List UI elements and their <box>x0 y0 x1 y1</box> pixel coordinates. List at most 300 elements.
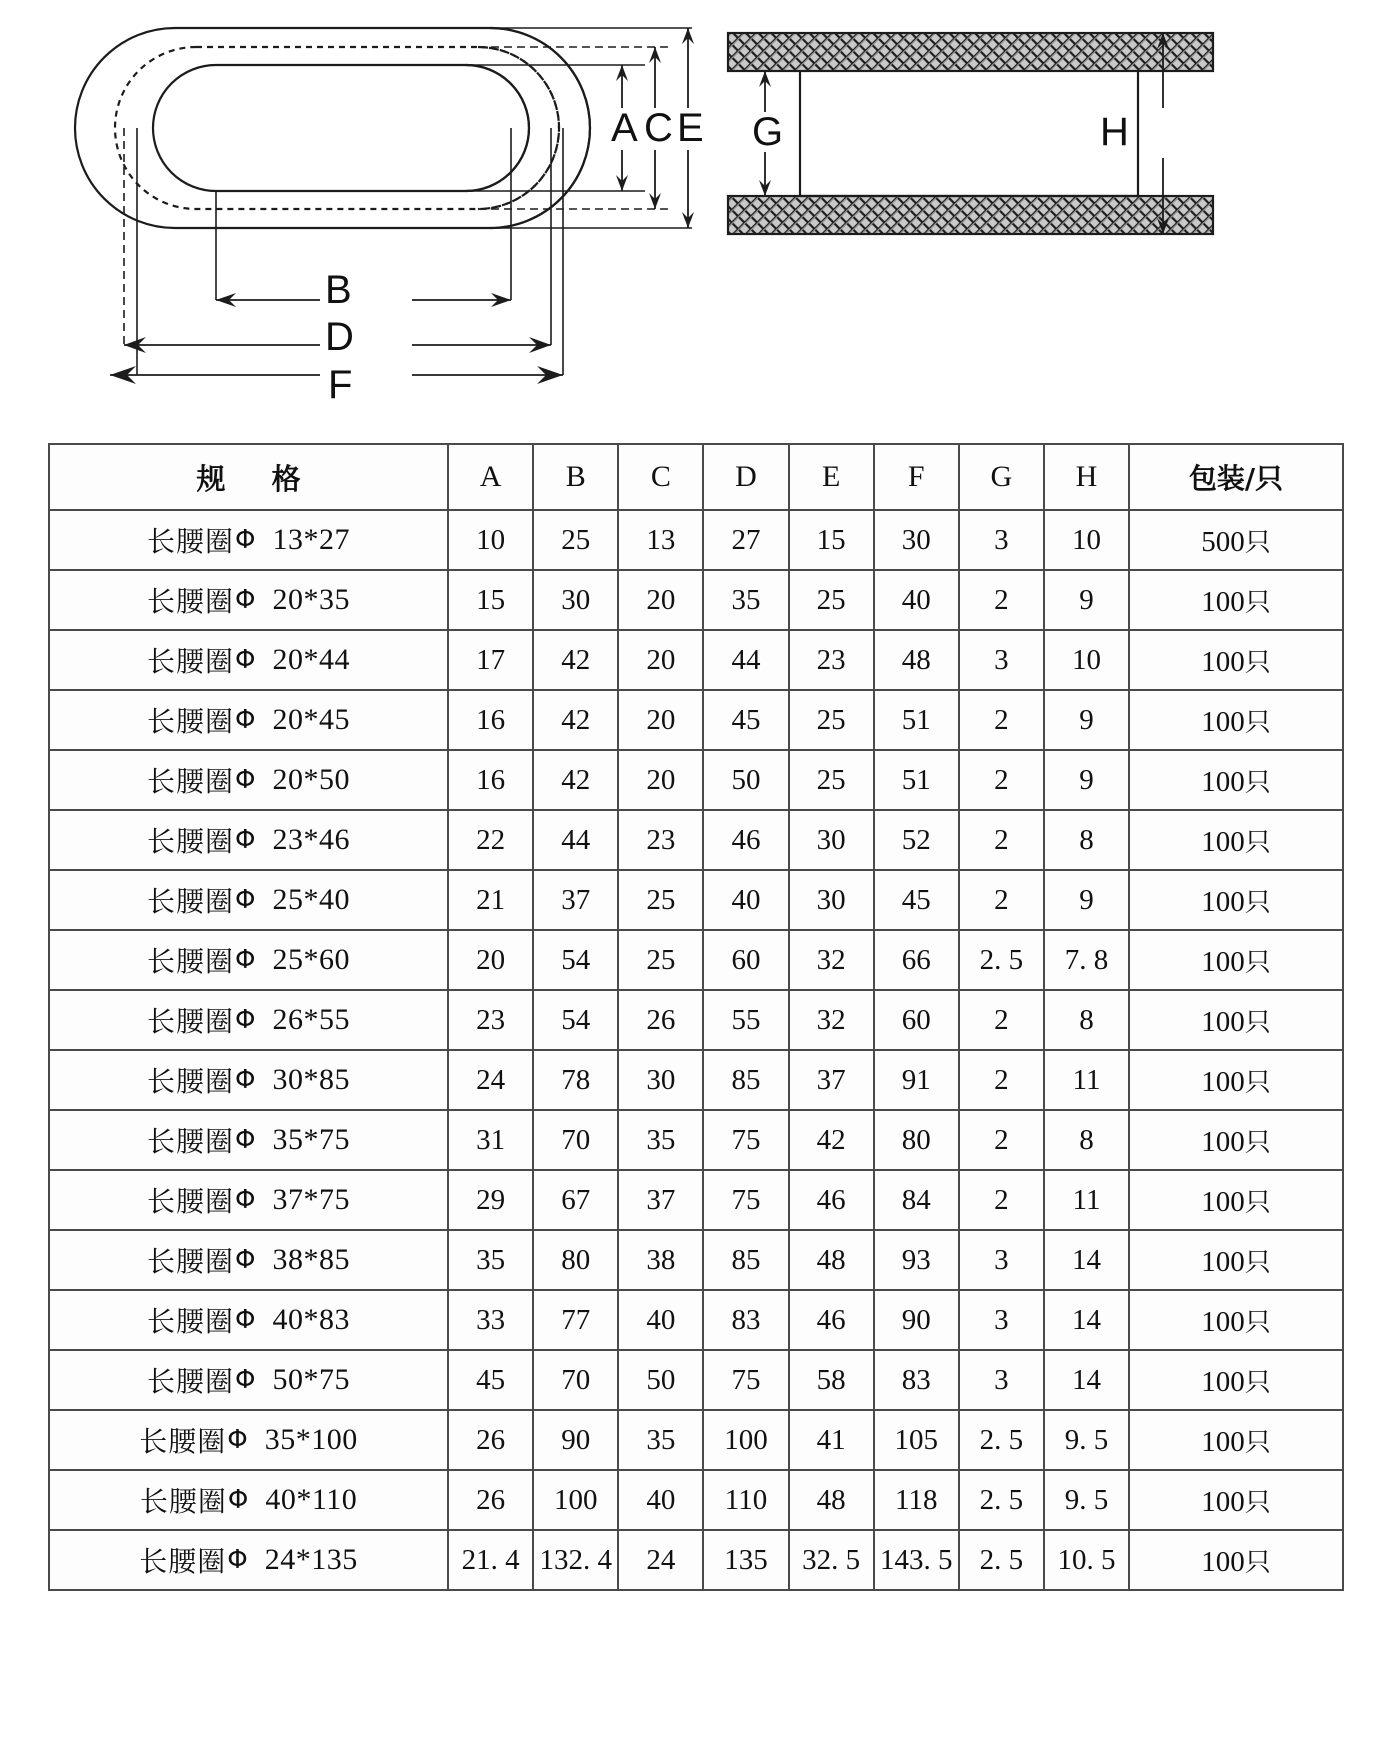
spec-prefix-label: 长腰圈 <box>147 1005 235 1038</box>
cell-f: 118 <box>874 1470 959 1530</box>
cell-c: 20 <box>618 690 703 750</box>
cell-a: 21 <box>448 870 533 930</box>
cell-g: 2 <box>959 570 1044 630</box>
cell-a: 45 <box>448 1350 533 1410</box>
cell-g: 2 <box>959 810 1044 870</box>
cell-b: 132. 4 <box>533 1530 618 1590</box>
cell-b: 37 <box>533 870 618 930</box>
cell-g: 2 <box>959 870 1044 930</box>
cell-packaging <box>1129 1410 1343 1470</box>
packaging-count: 100 <box>1201 825 1245 858</box>
cell-g: 2. 5 <box>959 930 1044 990</box>
cell-spec <box>49 990 448 1050</box>
cell-c: 24 <box>618 1530 703 1590</box>
cell-g: 2 <box>959 1110 1044 1170</box>
cell-h: 7. 8 <box>1044 930 1129 990</box>
packaging-count: 100 <box>1201 1545 1245 1578</box>
spec-prefix-label: 长腰圈 <box>147 1125 235 1158</box>
cell-h: 9. 5 <box>1044 1410 1129 1470</box>
packaging-unit: 只 <box>1244 827 1271 858</box>
packaging-value <box>1201 1066 1271 1098</box>
dim-label-b: B <box>325 268 352 312</box>
spec-name <box>50 1000 447 1040</box>
cell-f: 60 <box>874 990 959 1050</box>
cell-e: 32 <box>789 930 874 990</box>
cell-e: 32. 5 <box>789 1530 874 1590</box>
packaging-count: 100 <box>1201 1365 1245 1398</box>
cell-c: 20 <box>618 630 703 690</box>
spec-prefix-label: 长腰圈 <box>147 585 235 618</box>
phi-symbol: Φ <box>235 885 256 915</box>
cell-a: 20 <box>448 930 533 990</box>
cell-spec <box>49 1530 448 1590</box>
cell-spec <box>49 510 448 570</box>
spec-prefix-label: 长腰圈 <box>139 1485 227 1518</box>
cell-spec <box>49 1230 448 1290</box>
spec-name <box>50 700 447 740</box>
packaging-unit: 只 <box>1244 1307 1271 1338</box>
header-d: D <box>703 444 788 510</box>
phi-symbol: Φ <box>235 525 256 555</box>
spec-prefix-label: 长腰圈 <box>147 1065 235 1098</box>
packaging-unit: 只 <box>1244 1247 1271 1278</box>
cell-h: 9 <box>1044 750 1129 810</box>
cell-d: 50 <box>703 750 788 810</box>
packaging-count: 500 <box>1201 525 1245 558</box>
cell-f: 143. 5 <box>874 1530 959 1590</box>
cell-g: 3 <box>959 1230 1044 1290</box>
cell-c: 35 <box>618 1110 703 1170</box>
cell-c: 35 <box>618 1410 703 1470</box>
cell-f: 45 <box>874 870 959 930</box>
table-row <box>49 1530 1343 1590</box>
dim-label-g: G <box>752 110 784 154</box>
cell-e: 41 <box>789 1410 874 1470</box>
cell-packaging <box>1129 510 1343 570</box>
cell-d: 60 <box>703 930 788 990</box>
cell-f: 93 <box>874 1230 959 1290</box>
packaging-unit: 只 <box>1244 1007 1271 1038</box>
spec-size-label: 25*40 <box>272 883 351 916</box>
spec-name <box>50 940 447 980</box>
spec-name <box>50 760 447 800</box>
cell-c: 26 <box>618 990 703 1050</box>
spec-prefix-label: 长腰圈 <box>147 825 235 858</box>
cell-e: 23 <box>789 630 874 690</box>
cell-h: 10 <box>1044 630 1129 690</box>
cell-c: 40 <box>618 1470 703 1530</box>
packaging-unit: 只 <box>1244 947 1271 978</box>
cell-f: 48 <box>874 630 959 690</box>
header-packaging <box>1129 444 1343 510</box>
cell-a: 17 <box>448 630 533 690</box>
cell-f: 91 <box>874 1050 959 1110</box>
cell-e: 46 <box>789 1170 874 1230</box>
cell-b: 25 <box>533 510 618 570</box>
phi-symbol: Φ <box>235 1005 256 1035</box>
cell-h: 11 <box>1044 1170 1129 1230</box>
cell-g: 2 <box>959 990 1044 1050</box>
spec-name <box>50 1240 447 1280</box>
packaging-count: 100 <box>1201 705 1245 738</box>
cell-a: 23 <box>448 990 533 1050</box>
header-b: B <box>533 444 618 510</box>
cell-c: 38 <box>618 1230 703 1290</box>
cell-packaging <box>1129 1230 1343 1290</box>
packaging-unit: 只 <box>1244 1487 1271 1518</box>
packaging-value <box>1201 886 1271 918</box>
header-f: F <box>874 444 959 510</box>
cell-e: 30 <box>789 810 874 870</box>
packaging-count: 100 <box>1201 1485 1245 1518</box>
spec-prefix-label: 长腰圈 <box>139 1425 227 1458</box>
cell-d: 45 <box>703 690 788 750</box>
table-header-row <box>49 444 1343 510</box>
spec-prefix-label: 长腰圈 <box>147 525 235 558</box>
packaging-unit: 只 <box>1244 1127 1271 1158</box>
cell-e: 15 <box>789 510 874 570</box>
cell-b: 30 <box>533 570 618 630</box>
cell-a: 33 <box>448 1290 533 1350</box>
cell-g: 3 <box>959 630 1044 690</box>
table-row <box>49 1470 1343 1530</box>
arc-outer-right <box>490 28 590 228</box>
phi-symbol: Φ <box>235 645 256 675</box>
spec-size-label: 37*75 <box>272 1183 351 1216</box>
cell-spec <box>49 570 448 630</box>
cell-d: 27 <box>703 510 788 570</box>
spec-size-label: 38*85 <box>272 1243 351 1276</box>
cell-packaging <box>1129 870 1343 930</box>
phi-symbol: Φ <box>227 1545 248 1575</box>
packaging-count: 100 <box>1201 1305 1245 1338</box>
cell-b: 44 <box>533 810 618 870</box>
packaging-count: 100 <box>1201 885 1245 918</box>
packaging-value <box>1201 766 1271 798</box>
cell-a: 29 <box>448 1170 533 1230</box>
cell-e: 30 <box>789 870 874 930</box>
header-a: A <box>448 444 533 510</box>
phi-symbol: Φ <box>235 1065 256 1095</box>
cell-spec <box>49 690 448 750</box>
cell-b: 42 <box>533 630 618 690</box>
cell-b: 70 <box>533 1350 618 1410</box>
spec-name <box>50 880 447 920</box>
cell-b: 42 <box>533 750 618 810</box>
cell-h: 10. 5 <box>1044 1530 1129 1590</box>
cell-g: 2. 5 <box>959 1470 1044 1530</box>
spec-size-label: 30*85 <box>272 1063 351 1096</box>
cell-d: 40 <box>703 870 788 930</box>
cell-g: 2 <box>959 1050 1044 1110</box>
cell-b: 70 <box>533 1110 618 1170</box>
cell-f: 66 <box>874 930 959 990</box>
cell-a: 21. 4 <box>448 1530 533 1590</box>
packaging-count: 100 <box>1201 1065 1245 1098</box>
spec-size-label: 26*55 <box>272 1003 351 1036</box>
cell-packaging <box>1129 1290 1343 1350</box>
arc-inner-right <box>466 65 529 191</box>
dimension-diagram <box>0 0 1400 430</box>
phi-symbol: Φ <box>227 1425 248 1455</box>
cell-spec <box>49 630 448 690</box>
cell-d: 135 <box>703 1530 788 1590</box>
table-row <box>49 1230 1343 1290</box>
phi-symbol: Φ <box>227 1485 249 1515</box>
spec-name <box>50 520 447 560</box>
dim-label-h: H <box>1100 110 1129 154</box>
cell-c: 23 <box>618 810 703 870</box>
cell-b: 80 <box>533 1230 618 1290</box>
spec-name <box>50 1480 447 1520</box>
spec-name <box>50 1120 447 1160</box>
header-h: H <box>1044 444 1129 510</box>
cell-spec <box>49 1050 448 1110</box>
spec-prefix-label: 长腰圈 <box>147 765 235 798</box>
cell-h: 14 <box>1044 1230 1129 1290</box>
packaging-value <box>1201 586 1271 618</box>
cell-f: 52 <box>874 810 959 870</box>
packaging-unit: 只 <box>1244 1427 1271 1458</box>
dim-label-f: F <box>328 363 353 407</box>
table-row <box>49 510 1343 570</box>
cell-packaging <box>1129 1350 1343 1410</box>
spec-size-label: 40*83 <box>272 1303 351 1336</box>
spec-prefix-label: 长腰圈 <box>147 645 235 678</box>
cell-b: 54 <box>533 990 618 1050</box>
packaging-value <box>1201 1186 1271 1218</box>
packaging-value <box>1201 706 1271 738</box>
cell-h: 8 <box>1044 1110 1129 1170</box>
header-c: C <box>618 444 703 510</box>
table-row <box>49 1170 1343 1230</box>
spec-size-label: 40*110 <box>265 1483 358 1516</box>
packaging-value <box>1201 526 1271 558</box>
cell-packaging <box>1129 930 1343 990</box>
cell-d: 44 <box>703 630 788 690</box>
phi-symbol: Φ <box>235 1245 256 1275</box>
cell-g: 2 <box>959 1170 1044 1230</box>
spec-prefix-label: 长腰圈 <box>147 1365 235 1398</box>
packaging-unit: 只 <box>1244 1547 1271 1578</box>
cell-f: 51 <box>874 750 959 810</box>
cell-spec <box>49 1470 448 1530</box>
table-row <box>49 810 1343 870</box>
packaging-unit: 只 <box>1244 1367 1271 1398</box>
packaging-unit: 只 <box>1244 707 1271 738</box>
header-g: G <box>959 444 1044 510</box>
cell-packaging <box>1129 990 1343 1050</box>
technical-drawing-svg <box>0 0 1400 430</box>
cell-h: 10 <box>1044 510 1129 570</box>
cell-d: 46 <box>703 810 788 870</box>
cell-f: 80 <box>874 1110 959 1170</box>
cell-h: 14 <box>1044 1350 1129 1410</box>
spec-size-label: 20*50 <box>272 763 351 796</box>
spec-size-label: 23*46 <box>272 823 351 856</box>
table-row <box>49 1350 1343 1410</box>
cell-h: 9 <box>1044 690 1129 750</box>
cell-f: 30 <box>874 510 959 570</box>
cell-e: 42 <box>789 1110 874 1170</box>
cell-packaging <box>1129 1170 1343 1230</box>
spec-size-label: 50*75 <box>272 1363 351 1396</box>
specification-table-wrapper <box>48 443 1344 1591</box>
cell-b: 54 <box>533 930 618 990</box>
cell-d: 75 <box>703 1170 788 1230</box>
header-packaging-label: 包装/只 <box>1188 462 1284 495</box>
spec-name <box>50 1420 447 1460</box>
cell-d: 100 <box>703 1410 788 1470</box>
cell-b: 77 <box>533 1290 618 1350</box>
phi-symbol: Φ <box>235 1305 256 1335</box>
cell-spec <box>49 1410 448 1470</box>
cell-c: 50 <box>618 1350 703 1410</box>
cell-d: 75 <box>703 1350 788 1410</box>
packaging-count: 100 <box>1201 1005 1245 1038</box>
cell-g: 2. 5 <box>959 1530 1044 1590</box>
dim-label-d: D <box>325 315 354 359</box>
spec-prefix-label: 长腰圈 <box>147 885 235 918</box>
cell-spec <box>49 810 448 870</box>
cell-spec <box>49 870 448 930</box>
packaging-unit: 只 <box>1244 647 1271 678</box>
table-row <box>49 930 1343 990</box>
table-row <box>49 1110 1343 1170</box>
cell-c: 20 <box>618 750 703 810</box>
cell-packaging <box>1129 630 1343 690</box>
cell-g: 2 <box>959 750 1044 810</box>
packaging-count: 100 <box>1201 1245 1245 1278</box>
cell-h: 8 <box>1044 990 1129 1050</box>
spec-prefix-label: 长腰圈 <box>139 1545 227 1578</box>
spec-name <box>50 820 447 860</box>
header-e: E <box>789 444 874 510</box>
cell-packaging <box>1129 1530 1343 1590</box>
cell-packaging <box>1129 810 1343 870</box>
cell-b: 42 <box>533 690 618 750</box>
cell-d: 85 <box>703 1050 788 1110</box>
cell-e: 58 <box>789 1350 874 1410</box>
section-top-flange <box>728 33 1213 71</box>
cell-packaging <box>1129 690 1343 750</box>
cell-f: 84 <box>874 1170 959 1230</box>
spec-size-label: 13*27 <box>272 523 351 556</box>
packaging-value <box>1201 646 1271 678</box>
packaging-count: 100 <box>1201 1185 1245 1218</box>
cell-a: 16 <box>448 690 533 750</box>
spec-name <box>50 1300 447 1340</box>
cell-f: 90 <box>874 1290 959 1350</box>
spec-size-label: 20*35 <box>272 583 351 616</box>
cell-spec <box>49 1170 448 1230</box>
cell-f: 105 <box>874 1410 959 1470</box>
spec-size-label: 35*100 <box>264 1423 358 1456</box>
cell-a: 31 <box>448 1110 533 1170</box>
phi-symbol: Φ <box>235 705 256 735</box>
cell-c: 40 <box>618 1290 703 1350</box>
table-row <box>49 690 1343 750</box>
phi-symbol: Φ <box>235 1365 256 1395</box>
spec-prefix-label: 长腰圈 <box>147 705 235 738</box>
packaging-unit: 只 <box>1244 587 1271 618</box>
table-row <box>49 1290 1343 1350</box>
cell-spec <box>49 1110 448 1170</box>
cell-packaging <box>1129 1050 1343 1110</box>
cell-e: 48 <box>789 1230 874 1290</box>
specification-table <box>48 443 1344 1591</box>
arc-middle-right <box>478 47 559 209</box>
cell-f: 83 <box>874 1350 959 1410</box>
cell-h: 8 <box>1044 810 1129 870</box>
cell-b: 78 <box>533 1050 618 1110</box>
cell-a: 22 <box>448 810 533 870</box>
packaging-value <box>1201 1426 1271 1458</box>
cell-g: 3 <box>959 510 1044 570</box>
cell-h: 14 <box>1044 1290 1129 1350</box>
phi-symbol: Φ <box>235 945 256 975</box>
cell-packaging <box>1129 1470 1343 1530</box>
cell-g: 3 <box>959 1350 1044 1410</box>
packaging-value <box>1201 1306 1271 1338</box>
table-row <box>49 630 1343 690</box>
cell-d: 75 <box>703 1110 788 1170</box>
cell-b: 100 <box>533 1470 618 1530</box>
spec-prefix-label: 长腰圈 <box>147 1305 235 1338</box>
cell-a: 35 <box>448 1230 533 1290</box>
packaging-value <box>1201 946 1271 978</box>
table-row <box>49 1050 1343 1110</box>
cell-h: 9 <box>1044 870 1129 930</box>
spec-size-label: 24*135 <box>264 1543 358 1576</box>
spec-name <box>50 1360 447 1400</box>
cell-e: 37 <box>789 1050 874 1110</box>
cell-c: 25 <box>618 870 703 930</box>
packaging-count: 100 <box>1201 585 1245 618</box>
section-bottom-flange <box>728 196 1213 234</box>
cell-e: 46 <box>789 1290 874 1350</box>
dim-label-a: A <box>611 106 638 150</box>
spec-name <box>50 1180 447 1220</box>
spec-name <box>50 640 447 680</box>
spec-prefix-label: 长腰圈 <box>147 1185 235 1218</box>
cell-a: 26 <box>448 1470 533 1530</box>
cell-b: 67 <box>533 1170 618 1230</box>
cell-packaging <box>1129 750 1343 810</box>
cell-a: 10 <box>448 510 533 570</box>
packaging-value <box>1201 1006 1271 1038</box>
cell-a: 15 <box>448 570 533 630</box>
cell-b: 90 <box>533 1410 618 1470</box>
packaging-value <box>1201 1246 1271 1278</box>
packaging-value <box>1201 826 1271 858</box>
cell-e: 32 <box>789 990 874 1050</box>
phi-symbol: Φ <box>235 1125 256 1155</box>
phi-symbol: Φ <box>235 1185 256 1215</box>
packaging-value <box>1201 1546 1271 1578</box>
packaging-count: 100 <box>1201 1425 1245 1458</box>
cell-d: 110 <box>703 1470 788 1530</box>
cell-a: 26 <box>448 1410 533 1470</box>
table-row <box>49 570 1343 630</box>
cell-spec <box>49 930 448 990</box>
table-row <box>49 870 1343 930</box>
packaging-unit: 只 <box>1244 887 1271 918</box>
cell-e: 25 <box>789 570 874 630</box>
spec-name <box>50 1540 447 1580</box>
packaging-value <box>1201 1366 1271 1398</box>
cell-spec <box>49 1290 448 1350</box>
